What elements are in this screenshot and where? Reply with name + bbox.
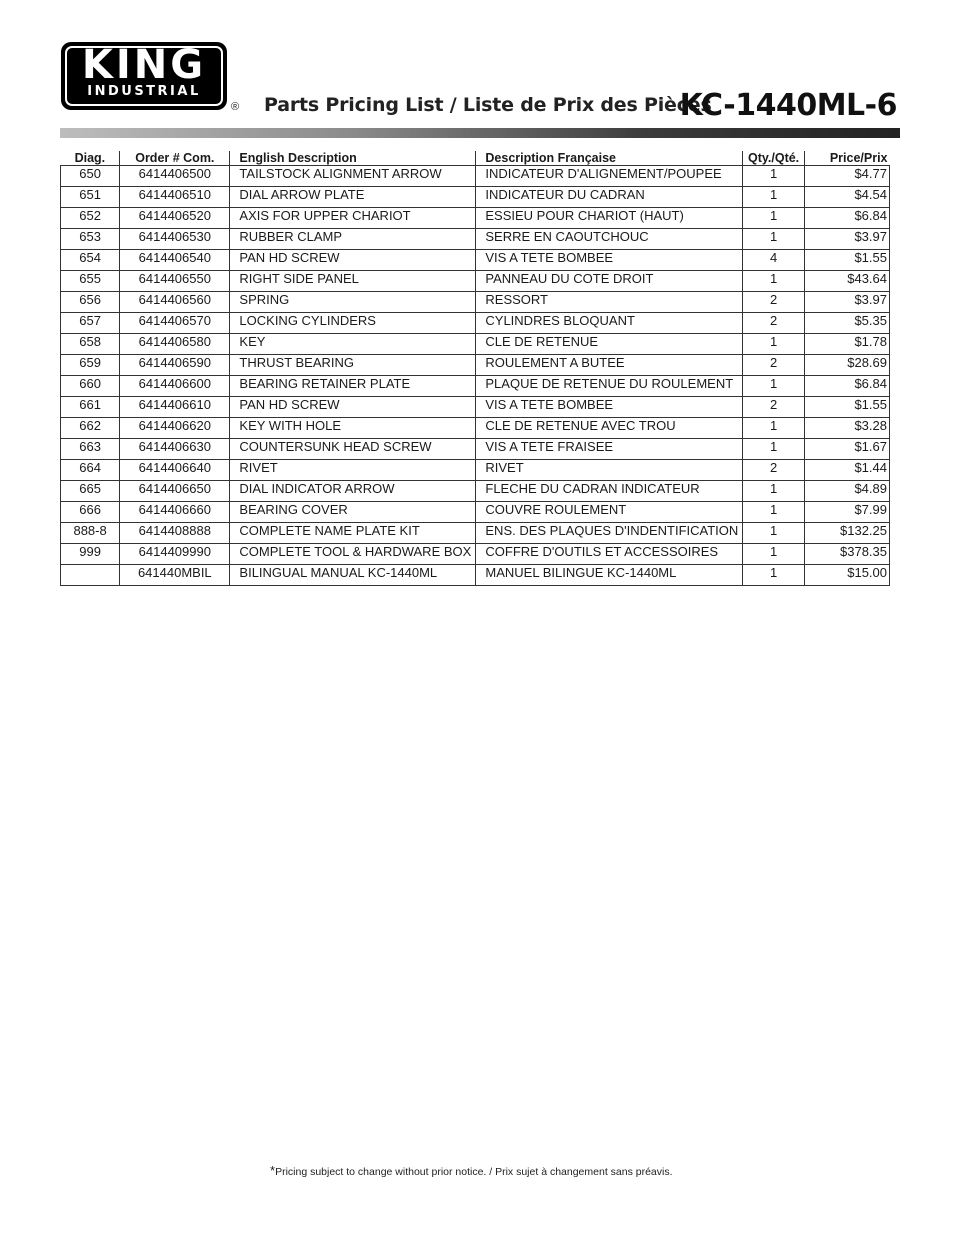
cell-price: $1.44	[804, 460, 889, 481]
cell-english-description: BEARING RETAINER PLATE	[230, 376, 476, 397]
cell-price: $4.77	[804, 166, 889, 187]
brand-logo	[61, 42, 227, 110]
cell-french-description: PANNEAU DU COTE DROIT	[476, 271, 743, 292]
cell-diag: 656	[61, 292, 120, 313]
cell-english-description: KEY	[230, 334, 476, 355]
cell-diag: 651	[61, 187, 120, 208]
logo-main-text: KING	[81, 42, 207, 88]
model-number: KC-1440ML-6	[679, 88, 897, 123]
cell-order-number: 6414406560	[120, 292, 230, 313]
cell-price: $6.84	[804, 208, 889, 229]
cell-diag: 652	[61, 208, 120, 229]
cell-order-number: 6414406570	[120, 313, 230, 334]
cell-diag: 888-8	[61, 523, 120, 544]
table-row	[61, 439, 890, 460]
cell-order-number: 6414406640	[120, 460, 230, 481]
table-row	[61, 502, 890, 523]
cell-quantity: 1	[743, 208, 805, 229]
table-row	[61, 565, 890, 586]
cell-quantity: 1	[743, 418, 805, 439]
cell-diag: 657	[61, 313, 120, 334]
footnote-text: Pricing subject to change without prior notice. / Prix sujet à changement sans préavis.	[275, 1166, 673, 1178]
cell-english-description: TAILSTOCK ALIGNMENT ARROW	[230, 166, 476, 187]
cell-english-description: PAN HD SCREW	[230, 397, 476, 418]
cell-order-number: 6414406620	[120, 418, 230, 439]
cell-english-description: KEY WITH HOLE	[230, 418, 476, 439]
cell-diag: 654	[61, 250, 120, 271]
cell-order-number: 6414406520	[120, 208, 230, 229]
logo-sub-text: INDUSTRIAL	[87, 84, 201, 99]
cell-price: $3.97	[804, 292, 889, 313]
page-subtitle: Parts Pricing List / Liste de Prix des Pièces	[264, 94, 712, 116]
table-row	[61, 292, 890, 313]
cell-french-description: CLE DE RETENUE	[476, 334, 743, 355]
cell-french-description: COUVRE ROULEMENT	[476, 502, 743, 523]
cell-english-description: BEARING COVER	[230, 502, 476, 523]
column-header-diag: Diag.	[61, 151, 120, 166]
column-header-english: English Description	[230, 151, 476, 166]
cell-english-description: DIAL ARROW PLATE	[230, 187, 476, 208]
cell-order-number: 641440MBIL	[120, 565, 230, 586]
cell-french-description: RIVET	[476, 460, 743, 481]
cell-quantity: 1	[743, 523, 805, 544]
header-divider	[60, 128, 900, 138]
table-row	[61, 229, 890, 250]
cell-price: $1.55	[804, 250, 889, 271]
table-row	[61, 523, 890, 544]
cell-quantity: 2	[743, 397, 805, 418]
column-header-order: Order # Com.	[120, 151, 230, 166]
cell-french-description: ROULEMENT A BUTEE	[476, 355, 743, 376]
table-row	[61, 334, 890, 355]
cell-french-description: INDICATEUR DU CADRAN	[476, 187, 743, 208]
cell-price: $7.99	[804, 502, 889, 523]
cell-quantity: 1	[743, 166, 805, 187]
cell-price: $3.97	[804, 229, 889, 250]
table-row	[61, 250, 890, 271]
table-header-row	[61, 151, 890, 166]
cell-price: $28.69	[804, 355, 889, 376]
cell-french-description: CYLINDRES BLOQUANT	[476, 313, 743, 334]
cell-diag: 663	[61, 439, 120, 460]
cell-english-description: COMPLETE NAME PLATE KIT	[230, 523, 476, 544]
cell-price: $6.84	[804, 376, 889, 397]
cell-price: $5.35	[804, 313, 889, 334]
cell-english-description: COMPLETE TOOL & HARDWARE BOX	[230, 544, 476, 565]
cell-diag: 661	[61, 397, 120, 418]
cell-order-number: 6414406580	[120, 334, 230, 355]
cell-french-description: RESSORT	[476, 292, 743, 313]
cell-quantity: 4	[743, 250, 805, 271]
cell-price: $1.55	[804, 397, 889, 418]
cell-french-description: INDICATEUR D'ALIGNEMENT/POUPEE	[476, 166, 743, 187]
cell-price: $378.35	[804, 544, 889, 565]
cell-french-description: FLECHE DU CADRAN INDICATEUR	[476, 481, 743, 502]
table-row	[61, 313, 890, 334]
column-header-french: Description Française	[476, 151, 743, 166]
cell-order-number: 6414406530	[120, 229, 230, 250]
cell-english-description: DIAL INDICATOR ARROW	[230, 481, 476, 502]
cell-order-number: 6414406590	[120, 355, 230, 376]
column-header-price: Price/Prix	[804, 151, 889, 166]
cell-quantity: 2	[743, 355, 805, 376]
cell-quantity: 1	[743, 229, 805, 250]
cell-english-description: RIGHT SIDE PANEL	[230, 271, 476, 292]
cell-diag: 665	[61, 481, 120, 502]
cell-quantity: 1	[743, 544, 805, 565]
cell-quantity: 2	[743, 292, 805, 313]
cell-order-number: 6414406550	[120, 271, 230, 292]
cell-quantity: 1	[743, 187, 805, 208]
cell-price: $4.54	[804, 187, 889, 208]
cell-french-description: SERRE EN CAOUTCHOUC	[476, 229, 743, 250]
cell-quantity: 1	[743, 439, 805, 460]
cell-english-description: AXIS FOR UPPER CHARIOT	[230, 208, 476, 229]
table-row	[61, 460, 890, 481]
cell-french-description: CLE DE RETENUE AVEC TROU	[476, 418, 743, 439]
cell-french-description: COFFRE D'OUTILS ET ACCESSOIRES	[476, 544, 743, 565]
cell-quantity: 1	[743, 502, 805, 523]
cell-diag: 658	[61, 334, 120, 355]
pricing-footnote	[270, 1163, 673, 1178]
cell-price: $43.64	[804, 271, 889, 292]
parts-table	[60, 151, 890, 586]
registered-mark: ®	[231, 101, 240, 113]
cell-diag: 999	[61, 544, 120, 565]
cell-order-number: 6414406510	[120, 187, 230, 208]
cell-order-number: 6414406540	[120, 250, 230, 271]
cell-quantity: 1	[743, 565, 805, 586]
cell-price: $3.28	[804, 418, 889, 439]
cell-english-description: BILINGUAL MANUAL KC-1440ML	[230, 565, 476, 586]
cell-french-description: VIS A TETE FRAISEE	[476, 439, 743, 460]
cell-order-number: 6414406660	[120, 502, 230, 523]
table-row	[61, 208, 890, 229]
cell-diag: 650	[61, 166, 120, 187]
cell-price: $1.67	[804, 439, 889, 460]
cell-quantity: 2	[743, 313, 805, 334]
cell-order-number: 6414408888	[120, 523, 230, 544]
table-row	[61, 376, 890, 397]
cell-diag: 666	[61, 502, 120, 523]
cell-price: $4.89	[804, 481, 889, 502]
cell-diag: 655	[61, 271, 120, 292]
cell-english-description: RIVET	[230, 460, 476, 481]
table-body	[61, 166, 890, 586]
cell-diag: 659	[61, 355, 120, 376]
cell-quantity: 1	[743, 334, 805, 355]
cell-diag: 653	[61, 229, 120, 250]
table-row	[61, 187, 890, 208]
cell-quantity: 1	[743, 271, 805, 292]
cell-french-description: VIS A TETE BOMBEE	[476, 397, 743, 418]
cell-diag: 664	[61, 460, 120, 481]
footnote-asterisk: *	[270, 1163, 276, 1178]
cell-french-description: PLAQUE DE RETENUE DU ROULEMENT	[476, 376, 743, 397]
cell-french-description: ENS. DES PLAQUES D'INDENTIFICATION	[476, 523, 743, 544]
cell-english-description: PAN HD SCREW	[230, 250, 476, 271]
column-header-qty: Qty./Qté.	[743, 151, 805, 166]
cell-order-number: 6414409990	[120, 544, 230, 565]
table-row	[61, 271, 890, 292]
table-row	[61, 481, 890, 502]
cell-order-number: 6414406630	[120, 439, 230, 460]
cell-diag: 662	[61, 418, 120, 439]
cell-price: $132.25	[804, 523, 889, 544]
cell-quantity: 1	[743, 376, 805, 397]
cell-diag	[61, 565, 120, 586]
cell-diag: 660	[61, 376, 120, 397]
table-row	[61, 544, 890, 565]
table-row	[61, 418, 890, 439]
cell-english-description: RUBBER CLAMP	[230, 229, 476, 250]
cell-french-description: ESSIEU POUR CHARIOT (HAUT)	[476, 208, 743, 229]
cell-english-description: THRUST BEARING	[230, 355, 476, 376]
cell-english-description: SPRING	[230, 292, 476, 313]
cell-quantity: 1	[743, 481, 805, 502]
cell-quantity: 2	[743, 460, 805, 481]
cell-french-description: MANUEL BILINGUE KC-1440ML	[476, 565, 743, 586]
table-row	[61, 166, 890, 187]
cell-price: $15.00	[804, 565, 889, 586]
cell-french-description: VIS A TETE BOMBEE	[476, 250, 743, 271]
cell-order-number: 6414406600	[120, 376, 230, 397]
cell-price: $1.78	[804, 334, 889, 355]
table-row	[61, 355, 890, 376]
cell-english-description: COUNTERSUNK HEAD SCREW	[230, 439, 476, 460]
cell-order-number: 6414406650	[120, 481, 230, 502]
cell-english-description: LOCKING CYLINDERS	[230, 313, 476, 334]
cell-order-number: 6414406500	[120, 166, 230, 187]
cell-order-number: 6414406610	[120, 397, 230, 418]
table-row	[61, 397, 890, 418]
